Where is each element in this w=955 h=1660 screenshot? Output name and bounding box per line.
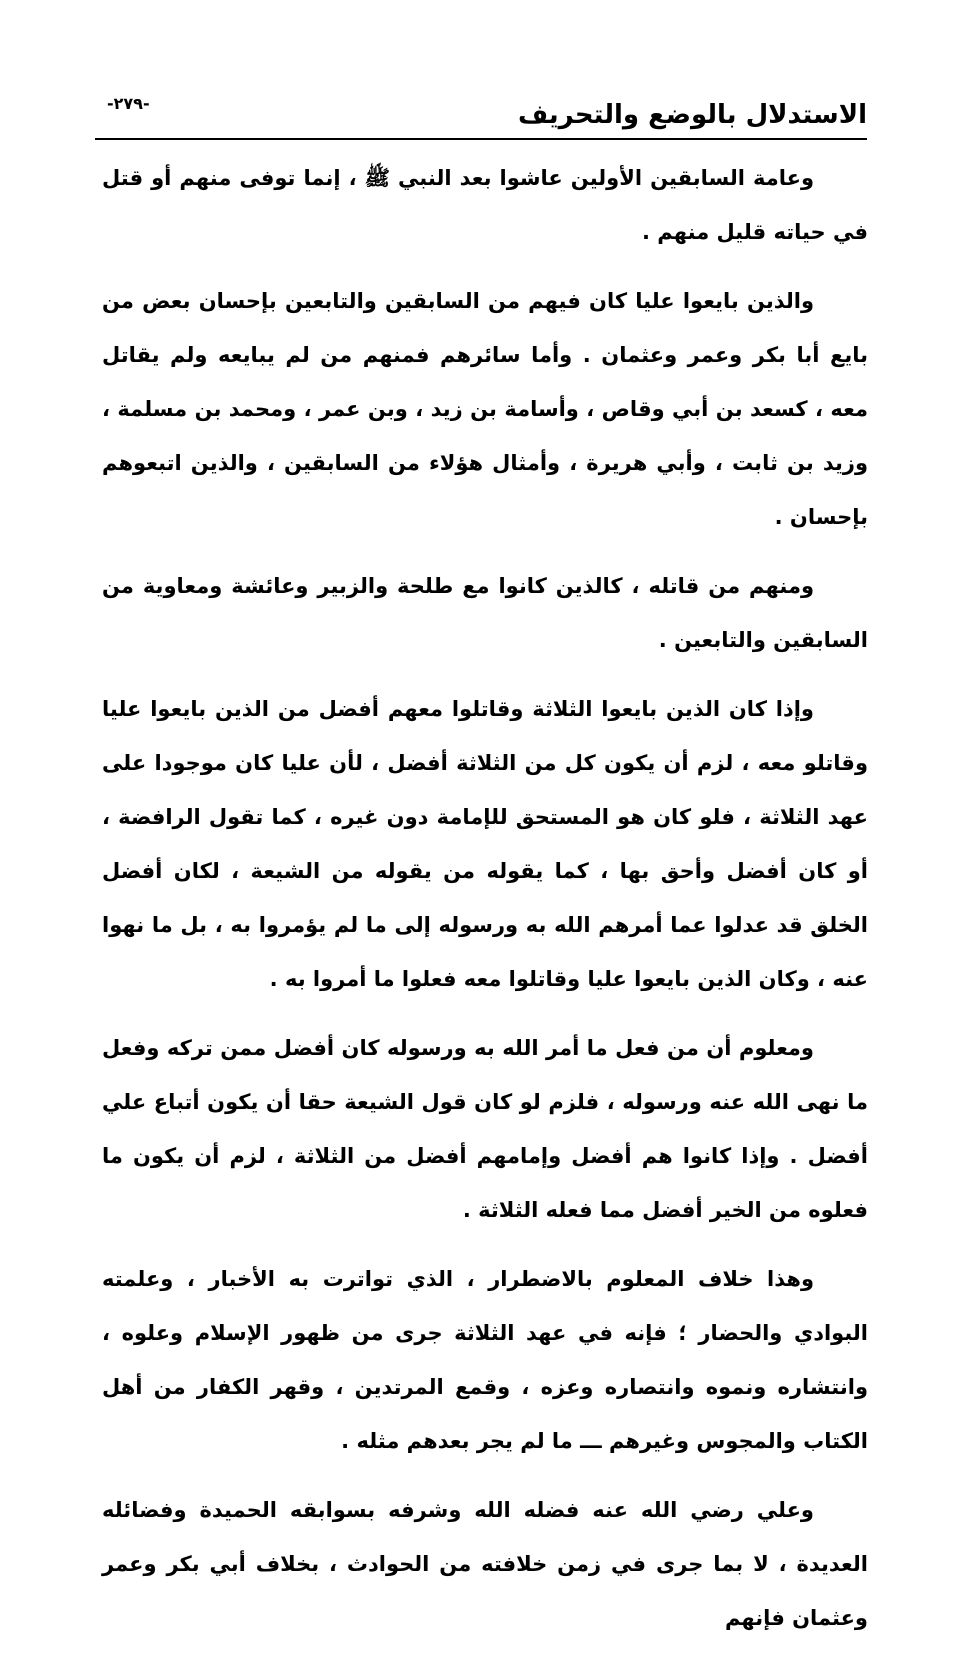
page-number: -٢٧٩- xyxy=(107,94,150,113)
paragraph-6: وهذا خلاف المعلوم بالاضطرار ، الذي تواترت به الأخبار ، وعلمته البوادي والحضار ؛ فإنه في عهد الثلاثة جرى من ظهور الإسلام وعلوه ، وانتشاره ونموه وانتصاره وعزه ، وقمع المرتدين ، وقهر الكفار من أهل الكتاب والمجوس وغيرهم ـــ ما لم يجر بعدهم مثله . xyxy=(102,1267,868,1453)
paragraph-1: وعامة السابقين الأولين عاشوا بعد النبي ﷺ ، إنما توفى منهم أو قتل في حياته قليل منهم . xyxy=(102,166,868,244)
running-title: الاستدلال بالوضع والتحريف xyxy=(517,100,867,130)
paragraph-2: والذين بايعوا عليا كان فيهم من السابقين والتابعين بإحسان بعض من بايع أبا بكر وعمر وعثمان . وأما سائرهم فمنهم من لم يبايعه ولم يقاتل معه ، كسعد بن أبي وقاص ، وأسامة بن زيد ، وبن عمر ، ومحمد بن مسلمة ، وزيد بن ثابت ، وأبي هريرة ، وأمثال هؤلاء من السابقين ، والذين اتبعوهم بإحسان . xyxy=(102,289,868,529)
header-rule xyxy=(95,138,867,140)
page-header xyxy=(95,92,867,140)
paragraph-4: وإذا كان الذين بايعوا الثلاثة وقاتلوا معهم أفضل من الذين بايعوا عليا وقاتلو معه ، لزم أن يكون كل من الثلاثة أفضل ، لأن عليا كان موجودا على عهد الثلاثة ، فلو كان هو المستحق للإمامة دون غيره ، كما تقول الرافضة ، أو كان أفضل وأحق بها ، كما يقوله من يقوله من الشيعة ، لكان أفضل الخلق قد عدلوا عما أمرهم الله به ورسوله إلى ما لم يؤمروا به ، بل ما نهوا عنه ، وكان الذين بايعوا عليا وقاتلوا معه فعلوا ما أمروا به . xyxy=(102,697,868,991)
body-text xyxy=(102,151,868,1660)
paragraph-5: ومعلوم أن من فعل ما أمر الله به ورسوله كان أفضل ممن تركه وفعل ما نهى الله عنه ورسوله ، فلزم لو كان قول الشيعة حقا أن يكون أتباع علي أفضل . وإذا كانوا هم أفضل وإمامهم أفضل من الثلاثة ، لزم أن يكون ما فعلوه من الخير أفضل مما فعله الثلاثة . xyxy=(102,1036,868,1222)
paragraph-7: وعلي رضي الله عنه فضله الله وشرفه بسوابقه الحميدة وفضائله العديدة ، لا بما جرى في زمن خلافته من الحوادث ، بخلاف أبي بكر وعمر وعثمان فإنهم xyxy=(102,1498,868,1630)
paragraph-3: ومنهم من قاتله ، كالذين كانوا مع طلحة والزبير وعائشة ومعاوية من السابقين والتابعين . xyxy=(102,574,868,652)
